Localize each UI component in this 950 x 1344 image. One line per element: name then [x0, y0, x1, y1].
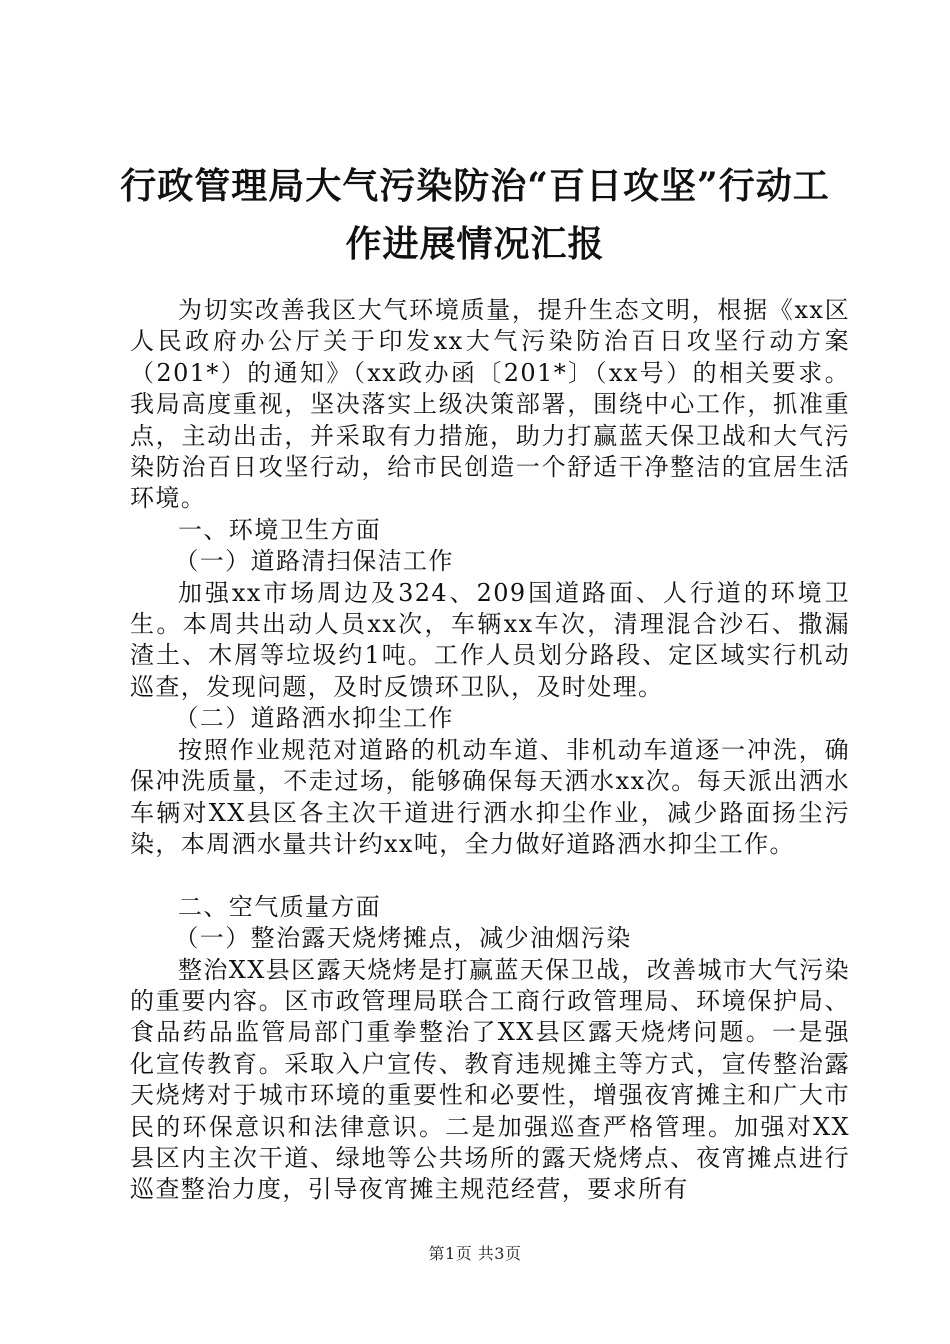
section1-sub2-paragraph: 按照作业规范对道路的机动车道、非机动车道逐一冲洗，确保冲洗质量，不走过场，能够确保每天洒水xx次。每天派出洒水车辆对XX县区各主次干道进行洒水抑尘作业，减少路面扬尘污染，本周洒水量共计约xx吨，全力做好道路洒水抑尘工作。 — [130, 735, 850, 858]
intro-paragraph: 为切实改善我区大气环境质量，提升生态文明，根据《xx区人民政府办公厅关于印发xx大气污染防治百日攻坚行动方案（201*）的通知》（xx政办函〔201*〕（xx号）的相关要求。我局高度重视，坚决落实上级决策部署，围绕中心工作，抓准重点，主动出击，并采取有力措施，助力打赢蓝天保卫战和大气污染防治百日攻坚行动，给市民创造一个舒适干净整洁的宜居生活环境。 — [130, 296, 850, 513]
page-footer: 第1页 共3页 — [428, 1244, 522, 1263]
section1-sub1-heading: （一）道路清扫保洁工作 — [174, 547, 454, 576]
section2-sub1-heading: （一）整治露天烧烤摊点，减少油烟污染 — [174, 924, 632, 953]
section2-sub1-paragraph: 整治XX县区露天烧烤是打赢蓝天保卫战，改善城市大气污染的重要内容。区市政管理局联合工商行政管理局、环境保护局、食品药品监管局部门重拳整治了XX县区露天烧烤问题。一是强化宣传教育。采取入户宣传、教育违规摊主等方式，宣传整治露天烧烤对于城市环境的重要性和必要性，增强夜宵摊主和广大市民的环保意识和法律意识。二是加强巡查严格管理。加强对XX县区内主次干道、绿地等公共场所的露天烧烤点、夜宵摊点进行巡查整治力度，引导夜宵摊主规范经营，要求所有 — [130, 955, 850, 1204]
section2-heading: 二、空气质量方面 — [178, 892, 382, 921]
document-title-line1: 行政管理局大气污染防治“百日攻坚”行动工 — [120, 165, 830, 207]
document-body — [130, 295, 850, 1206]
document-title-line2: 作进展情况汇报 — [345, 223, 605, 265]
section1-heading: 一、环境卫生方面 — [178, 515, 382, 544]
section1-sub1-paragraph: 加强xx市场周边及324、209国道路面、人行道的环境卫生。本周共出动人员xx次，车辆xx车次，清理混合沙石、撒漏渣土、木屑等垃圾约1吨。工作人员划分路段、定区域实行机动巡查，发现问题，及时反馈环卫队，及时处理。 — [130, 578, 850, 701]
blank-line — [130, 860, 850, 891]
section1-sub2-heading: （二）道路洒水抑尘工作 — [174, 704, 454, 733]
